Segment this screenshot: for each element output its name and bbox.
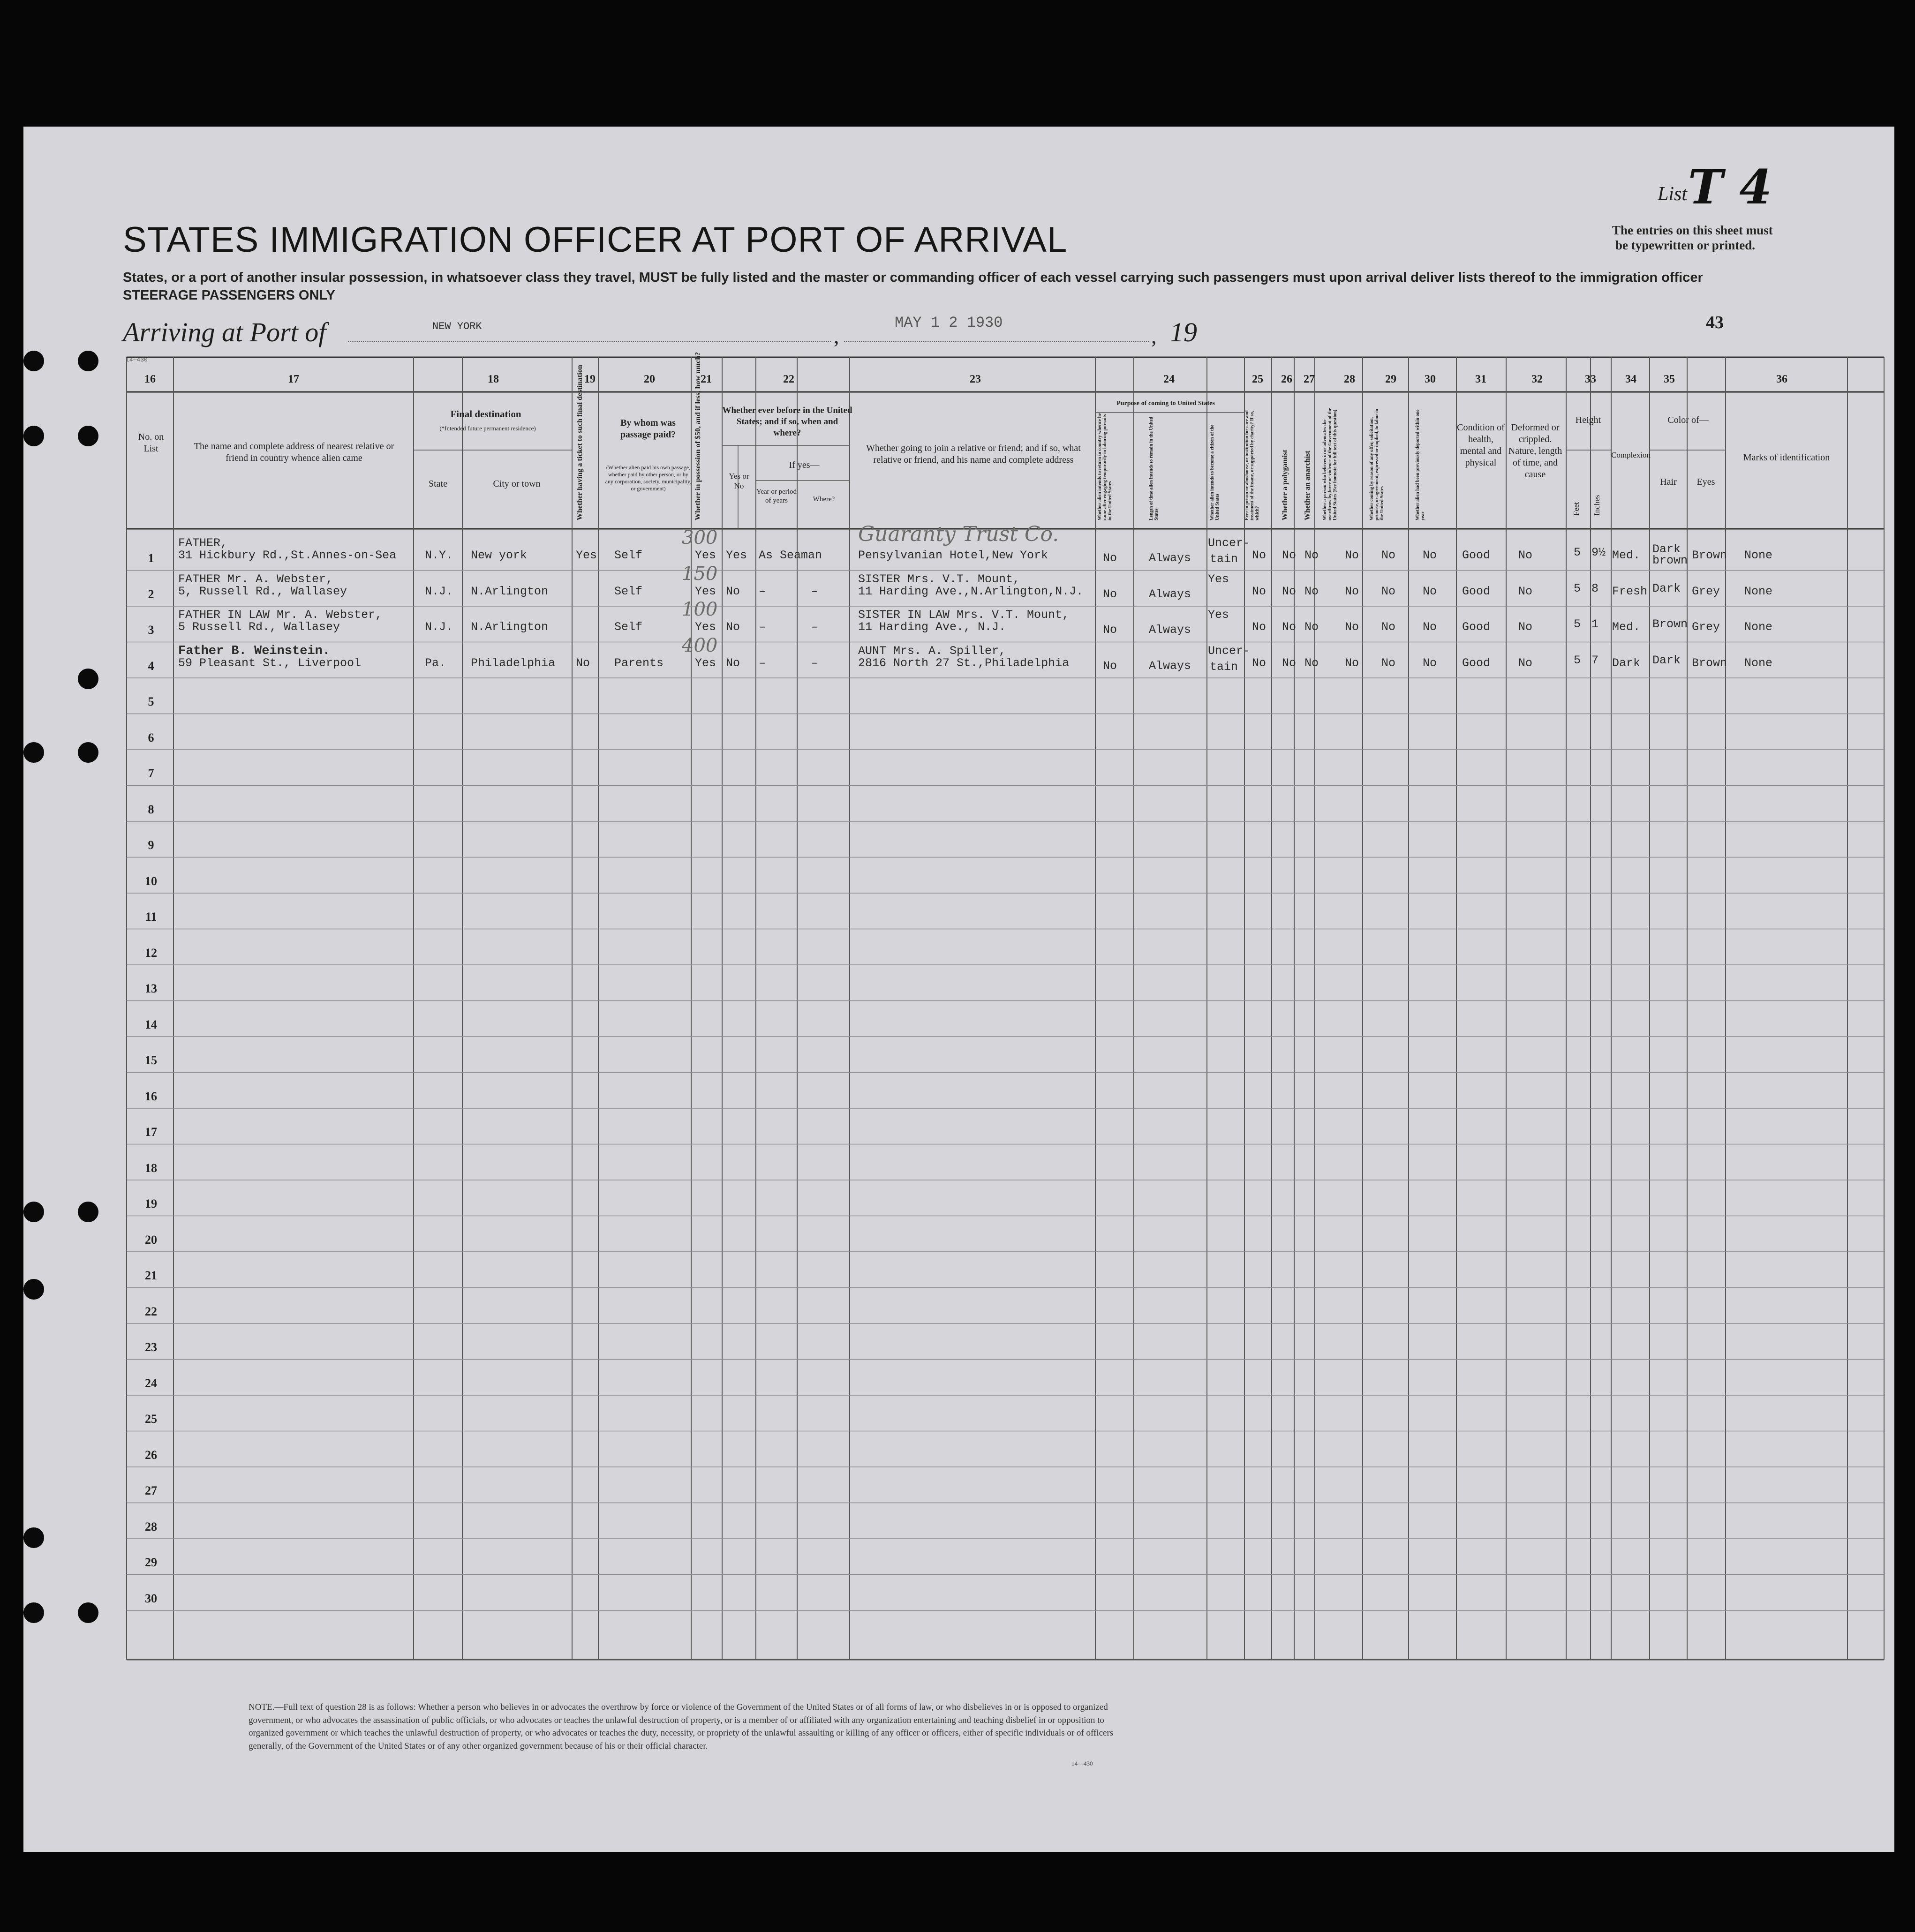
header-anarchist: Whether an anarchist bbox=[1304, 451, 1312, 520]
entry-feet: 5 bbox=[1574, 617, 1581, 631]
entry-ticket: Yes bbox=[576, 549, 597, 562]
column-number: 25 bbox=[1252, 373, 1263, 385]
header-final-destination-note: (*Intended future permanent residence) bbox=[439, 425, 536, 432]
row-number: 6 bbox=[148, 730, 154, 744]
row-number: 21 bbox=[145, 1269, 157, 1282]
page-number: 43 bbox=[1706, 313, 1724, 332]
header-no-on-list: No. on List bbox=[138, 432, 164, 454]
header-yes-no: Yes or No bbox=[729, 472, 749, 491]
entry-deformed: No bbox=[1518, 620, 1533, 634]
entry-where: – bbox=[811, 656, 819, 670]
entry-q28: No bbox=[1345, 656, 1359, 670]
column-number: 33 bbox=[1585, 373, 1596, 385]
entry-marks: None bbox=[1744, 656, 1773, 670]
entry-length: Always bbox=[1149, 659, 1191, 673]
header-q29: Whether coming by reason of any offer, solicitation, promise, or agreement, expressed or implied, to labor in the United States bbox=[1369, 408, 1385, 520]
header-purpose-return: Whether alien intends to return to country whence he came after engaging temporarily in laboring pursuits in the United States bbox=[1097, 413, 1113, 520]
column-number: 22 bbox=[783, 373, 794, 385]
entry-q29: No bbox=[1381, 549, 1396, 562]
entry-feet: 5 bbox=[1574, 581, 1581, 595]
header-possession: Whether in possession of $50, and if less, how much? bbox=[694, 352, 702, 520]
entry-q28: No bbox=[1345, 620, 1359, 634]
entry-eyes: Brown bbox=[1692, 656, 1727, 670]
header-marks: Marks of identification bbox=[1743, 452, 1830, 463]
notice-line-2: be typewritten or printed. bbox=[1615, 238, 1755, 252]
header-complexion: Complexion bbox=[1611, 451, 1651, 459]
steerage-label: STEERAGE PASSENGERS ONLY bbox=[123, 288, 335, 303]
row-number: 15 bbox=[145, 1053, 157, 1067]
header-ticket: Whether having a ticket to such final destination bbox=[576, 365, 584, 520]
entry-relative-2: 5 Russell Rd., Wallasey bbox=[178, 620, 340, 634]
column-number: 26 bbox=[1281, 373, 1292, 385]
entry-eyes: Brown bbox=[1692, 549, 1727, 562]
header-deformed: Deformed or crippled. Nature, length of time, and cause bbox=[1508, 422, 1562, 480]
column-number: 30 bbox=[1425, 373, 1436, 385]
entry-possession: Yes bbox=[695, 656, 716, 670]
column-number: 20 bbox=[644, 373, 655, 385]
entry-return: No bbox=[1103, 551, 1117, 565]
entry-complexion: Dark bbox=[1612, 656, 1641, 670]
entry-join-1: AUNT Mrs. A. Spiller, bbox=[858, 644, 1006, 658]
column-number: 35 bbox=[1664, 373, 1675, 385]
entry-paid: Self bbox=[614, 549, 643, 562]
column-number: 17 bbox=[288, 373, 299, 385]
row-number: 5 bbox=[148, 695, 154, 708]
entry-join-1: SISTER Mrs. V.T. Mount, bbox=[858, 572, 1020, 586]
header-where: Where? bbox=[813, 496, 835, 503]
entry-q30: No bbox=[1423, 656, 1437, 670]
header-prison: Ever in prison or almshouse, or institution for care and treatment of the insane, or supported by charity? If so, which? bbox=[1244, 410, 1260, 520]
column-number: 24 bbox=[1163, 373, 1175, 385]
entry-paid: Parents bbox=[614, 656, 664, 670]
row-number: 27 bbox=[145, 1484, 157, 1497]
entry-prison: No bbox=[1252, 584, 1267, 598]
entry-deformed: No bbox=[1518, 549, 1533, 562]
entry-year: – bbox=[759, 656, 766, 670]
header-feet: Feet bbox=[1572, 502, 1581, 516]
row-number: 29 bbox=[145, 1556, 157, 1569]
entry-paid: Self bbox=[614, 584, 643, 598]
entry-join-2: 11 Harding Ave., N.J. bbox=[858, 620, 1006, 634]
entry-deformed: No bbox=[1518, 584, 1533, 598]
entry-eyes: Grey bbox=[1692, 620, 1720, 634]
entry-relative-2: 59 Pleasant St., Liverpool bbox=[178, 656, 362, 670]
header-q28: Whether a person who believes in or advocates the overthrow by force or violence of the Government of the United States (See footnote for full text of this question) bbox=[1322, 408, 1338, 520]
entry-join-2: 11 Harding Ave.,N.Arlington,N.J. bbox=[858, 584, 1084, 598]
entry-complexion: Med. bbox=[1612, 620, 1641, 634]
header-passage-note: (Whether alien paid his own passage, whether paid by other person, or by any corporation, society, municipality, or government) bbox=[605, 464, 692, 492]
row-number: 18 bbox=[145, 1161, 157, 1175]
entry-length: Always bbox=[1149, 623, 1191, 637]
entry-inches: 7 bbox=[1591, 653, 1599, 667]
entry-citizen-1: Uncer- bbox=[1208, 644, 1251, 658]
column-number: 21 bbox=[701, 373, 712, 385]
entry-money-handwritten: 150 bbox=[682, 563, 718, 585]
form-code-top: 14—430 bbox=[126, 356, 148, 363]
entry-join-2: 2816 North 27 St.,Philadelphia bbox=[858, 656, 1070, 670]
entry-join-1: SISTER IN LAW Mrs. V.T. Mount, bbox=[858, 608, 1070, 622]
entry-q30: No bbox=[1423, 549, 1437, 562]
entry-relative-2: 5, Russell Rd., Wallasey bbox=[178, 584, 347, 598]
entry-relative-2: 31 Hickbury Rd.,St.Annes-on-Sea bbox=[178, 549, 397, 562]
header-health: Condition of health, mental and physical bbox=[1457, 422, 1505, 468]
entry-possession: Yes bbox=[695, 584, 716, 598]
entry-eyes: Grey bbox=[1692, 584, 1720, 598]
entry-relative-1: Father B. Weinstein. bbox=[178, 644, 331, 658]
row-number: 20 bbox=[145, 1233, 157, 1247]
row-number: 30 bbox=[145, 1591, 157, 1605]
header-purpose: Purpose of coming to United States bbox=[1116, 400, 1215, 407]
row-number: 9 bbox=[148, 838, 154, 852]
form-title: STATES IMMIGRATION OFFICER AT PORT OF ARRIVAL bbox=[123, 220, 1068, 260]
entry-anarchist: No bbox=[1304, 620, 1319, 634]
entry-polygamist: No bbox=[1282, 584, 1297, 598]
row-number: 3 bbox=[148, 623, 154, 637]
entry-prison: No bbox=[1252, 620, 1267, 634]
entry-q30: No bbox=[1423, 584, 1437, 598]
port-value: NEW YORK bbox=[432, 321, 482, 332]
entry-relative-1: FATHER IN LAW Mr. A. Webster, bbox=[178, 608, 383, 622]
entry-citizen-1: Yes bbox=[1208, 608, 1229, 622]
entry-length: Always bbox=[1149, 587, 1191, 601]
entry-state: Pa. bbox=[425, 656, 446, 670]
column-number: 31 bbox=[1475, 373, 1486, 385]
column-number: 16 bbox=[144, 373, 156, 385]
header-polygamist: Whether a polygamist bbox=[1281, 450, 1289, 520]
row-number: 24 bbox=[145, 1376, 157, 1390]
list-number: T 4 bbox=[1688, 159, 1772, 215]
entry-q29: No bbox=[1381, 584, 1396, 598]
row-number: 14 bbox=[145, 1017, 157, 1031]
header-join-relative: Whether going to join a relative or friend; and if so, what relative or friend, and his name and complete address bbox=[866, 443, 1081, 465]
entry-state: N.J. bbox=[425, 584, 453, 598]
row-number: 28 bbox=[145, 1519, 157, 1534]
form-subtitle: States, or a port of another insular possession, in whatsoever class they travel, MUST be fully listed and the master or commanding officer of each vessel carrying such passengers must upon arrival deliver lists thereof to the immigration officer bbox=[123, 270, 1703, 285]
row-number: 7 bbox=[148, 767, 154, 780]
entry-where: – bbox=[811, 620, 819, 634]
footnote: NOTE.—Full text of question 28 is as follows: Whether a person who believes in or advocates the overthrow by force or violence of the Government of the United States or of all forms of law, or who disbelieves in or is opposed to organized government, or who advocates the assassination of public officials, or who advocates or teaches the unlawful destruction of property, or is a member of or affiliated with any organization entertaining and teaching disbelief in or opposition to organized government or which teaches the unlawful destruction of property, or who advocates or teaches the duty, necessity, or propriety of the unlawful assaulting or killing of any officer or officers, either of specific individuals or of officers generally, of the Government of the United States or of any other organized government because of his or their official character. bbox=[249, 1702, 1114, 1751]
entry-q29: No bbox=[1381, 620, 1396, 634]
year-prefix: 19 bbox=[1170, 317, 1197, 347]
entry-before: Yes bbox=[726, 549, 747, 562]
header-ever-before: Whether ever before in the United States; and if so, when and where? bbox=[722, 406, 852, 438]
row-number: 26 bbox=[145, 1448, 157, 1462]
entry-health: Good bbox=[1462, 584, 1491, 598]
entry-state: N.J. bbox=[425, 620, 453, 634]
port-comma: , bbox=[834, 324, 839, 348]
entry-relative-1: FATHER Mr. A. Webster, bbox=[178, 572, 333, 586]
row-number: 4 bbox=[148, 659, 154, 673]
entry-marks: None bbox=[1744, 549, 1773, 562]
entry-year: – bbox=[759, 620, 766, 634]
entry-hair: Dark bbox=[1652, 581, 1681, 595]
entry-join-1: Pensylvanian Hotel,New York bbox=[858, 549, 1048, 562]
entry-possession: Yes bbox=[695, 620, 716, 634]
date-comma: , bbox=[1151, 324, 1157, 348]
entry-citizen-1: Yes bbox=[1208, 572, 1229, 586]
header-city: City or town bbox=[493, 479, 541, 489]
entry-prison: No bbox=[1252, 549, 1267, 562]
row-number: 10 bbox=[145, 874, 157, 888]
entry-relative-1: FATHER, bbox=[178, 536, 228, 550]
entry-inches: 9½ bbox=[1591, 546, 1606, 559]
row-number: 25 bbox=[145, 1412, 157, 1426]
entry-prison: No bbox=[1252, 656, 1267, 670]
entry-city: N.Arlington bbox=[471, 620, 549, 634]
entry-ticket: No bbox=[576, 656, 590, 670]
entry-marks: None bbox=[1744, 620, 1773, 634]
entry-hair: Dark bbox=[1652, 653, 1681, 667]
header-year: Year or period of years bbox=[756, 488, 797, 504]
entry-citizen-2: tain bbox=[1210, 660, 1238, 674]
header-height: Height bbox=[1575, 415, 1601, 425]
entry-before: No bbox=[726, 584, 740, 598]
entry-deformed: No bbox=[1518, 656, 1533, 670]
notice-line-1: The entries on this sheet must bbox=[1612, 223, 1773, 237]
entry-return: No bbox=[1103, 587, 1117, 601]
entry-citizen-1: Uncer- bbox=[1208, 536, 1251, 550]
entry-complexion: Med. bbox=[1612, 549, 1641, 562]
entry-anarchist: No bbox=[1304, 656, 1319, 670]
entry-city: New york bbox=[471, 549, 528, 562]
entry-health: Good bbox=[1462, 656, 1491, 670]
entry-money-handwritten: 400 bbox=[682, 634, 718, 656]
header-state: State bbox=[429, 479, 447, 489]
port-label: Arriving at Port of bbox=[123, 317, 326, 347]
entry-feet: 5 bbox=[1574, 653, 1581, 667]
entry-health: Good bbox=[1462, 549, 1491, 562]
form-code: 14—430 bbox=[1071, 1760, 1093, 1767]
column-number: 32 bbox=[1531, 373, 1543, 385]
row-number: 2 bbox=[148, 587, 154, 601]
entry-length: Always bbox=[1149, 551, 1191, 565]
entry-money-handwritten: 300 bbox=[682, 527, 718, 549]
entry-hair: Dark brown bbox=[1652, 542, 1688, 567]
header-purpose-citizen: Whether alien intends to become a citizen of the United States bbox=[1210, 424, 1220, 520]
column-number: 27 bbox=[1304, 373, 1315, 385]
entry-before: No bbox=[726, 656, 740, 670]
entry-where: – bbox=[811, 584, 819, 598]
header-purpose-length: Length of time alien intends to remain in the United States bbox=[1149, 416, 1159, 520]
column-number: 23 bbox=[970, 373, 981, 385]
column-number: 29 bbox=[1385, 373, 1396, 385]
header-final-destination: Final destination bbox=[450, 408, 521, 420]
row-number: 23 bbox=[145, 1340, 157, 1354]
list-label: List bbox=[1658, 183, 1688, 205]
row-number: 8 bbox=[148, 802, 154, 816]
entry-year: – bbox=[759, 584, 766, 598]
entry-q28: No bbox=[1345, 584, 1359, 598]
entry-city: Philadelphia bbox=[471, 656, 556, 670]
row-number: 17 bbox=[145, 1125, 157, 1139]
header-if-yes: If yes— bbox=[789, 460, 820, 470]
entry-join-handwritten: Guaranty Trust Co. bbox=[858, 522, 1059, 546]
row-number: 12 bbox=[145, 946, 157, 960]
entry-complexion: Fresh bbox=[1612, 584, 1648, 598]
header-color-of: Color of— bbox=[1667, 415, 1709, 425]
entry-state: N.Y. bbox=[425, 549, 453, 562]
header-eyes: Eyes bbox=[1696, 477, 1715, 487]
row-number: 13 bbox=[145, 982, 157, 995]
column-number: 19 bbox=[584, 373, 596, 385]
row-number: 16 bbox=[145, 1089, 157, 1103]
entry-polygamist: No bbox=[1282, 620, 1297, 634]
entry-q29: No bbox=[1381, 656, 1396, 670]
entry-inches: 8 bbox=[1591, 581, 1599, 595]
header-q30: Whether alien had been previously deported within one year bbox=[1415, 409, 1425, 520]
header-hair: Hair bbox=[1660, 477, 1677, 487]
entry-feet: 5 bbox=[1574, 546, 1581, 559]
column-number: 28 bbox=[1344, 373, 1355, 385]
entry-citizen-2: tain bbox=[1210, 552, 1238, 566]
entry-anarchist: No bbox=[1304, 584, 1319, 598]
header-passage-paid: By whom was passage paid? bbox=[620, 418, 676, 440]
entry-marks: None bbox=[1744, 584, 1773, 598]
entry-return: No bbox=[1103, 659, 1117, 673]
entry-inches: 1 bbox=[1591, 617, 1599, 631]
entry-return: No bbox=[1103, 623, 1117, 637]
column-number: 34 bbox=[1625, 373, 1636, 385]
entry-q30: No bbox=[1423, 620, 1437, 634]
entry-year: As Seaman bbox=[759, 549, 822, 562]
entry-hair: Brown bbox=[1652, 617, 1688, 631]
header-relative: The name and complete address of nearest relative or friend in country whence alien came bbox=[194, 441, 394, 463]
column-number: 18 bbox=[488, 373, 499, 385]
entry-polygamist: No bbox=[1282, 549, 1297, 562]
entry-health: Good bbox=[1462, 620, 1491, 634]
entry-money-handwritten: 100 bbox=[682, 599, 718, 620]
header-inches: Inches bbox=[1592, 495, 1601, 516]
entry-possession: Yes bbox=[695, 549, 716, 562]
row-number: 22 bbox=[145, 1304, 157, 1318]
date-stamp: MAY 1 2 1930 bbox=[895, 314, 1003, 331]
entry-polygamist: No bbox=[1282, 656, 1297, 670]
column-number: 36 bbox=[1776, 373, 1787, 385]
entry-anarchist: No bbox=[1304, 549, 1319, 562]
row-number: 1 bbox=[148, 551, 154, 565]
row-number: 19 bbox=[145, 1197, 157, 1210]
entry-before: No bbox=[726, 620, 740, 634]
row-number: 11 bbox=[145, 910, 157, 924]
entry-q28: No bbox=[1345, 549, 1359, 562]
entry-city: N.Arlington bbox=[471, 584, 549, 598]
entry-paid: Self bbox=[614, 620, 643, 634]
